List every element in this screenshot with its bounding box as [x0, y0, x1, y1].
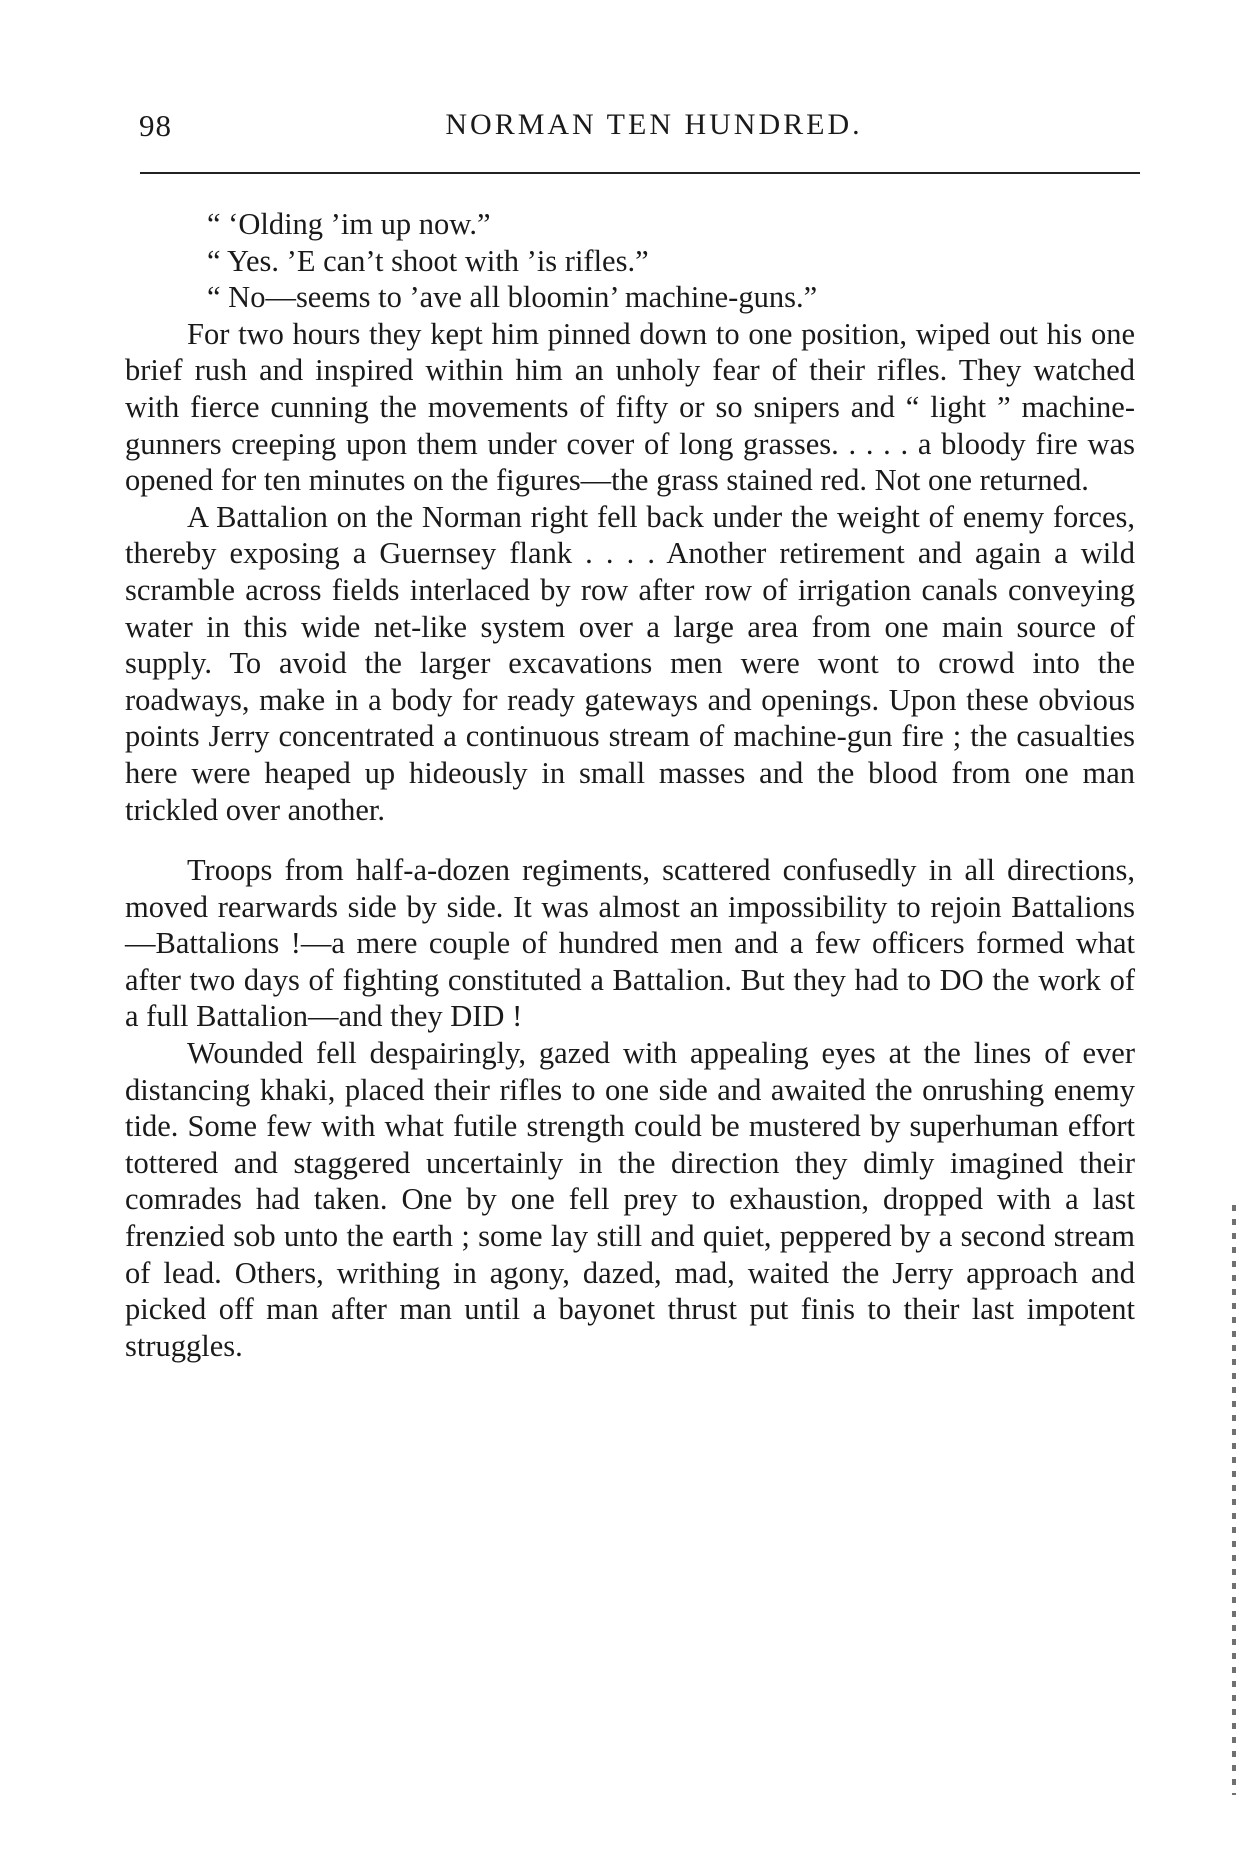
header-rule [140, 172, 1140, 174]
paragraph: A Battalion on the Norman right fell back under the weight of enemy forces, thereby exposing a Guernsey flank . . . . Another retirement and again a wild scramble across fields interlaced by row after row of irrigation canals conveying water in this wide net-like system over a large area from one main source of supply. To avoid the larger excavations men were wont to crowd into the roadways, make in a body for ready gateways and openings. Upon these obvious points Jerry concentrated a continuous stream of machine-gun fire ; the casualties here were heaped up hideously in small masses and the blood from one man trickled over another. [125, 499, 1135, 827]
dialogue-line: “ ‘Olding ’im up now.” [207, 207, 491, 241]
running-head [125, 108, 1143, 154]
dialogue-line: “ Yes. ’E can’t shoot with ’is rifles.” [207, 243, 649, 278]
page-number: 98 [139, 108, 172, 143]
paragraph: Wounded fell despairingly, gazed with appealing eyes at the lines of ever distancing khaki, placed their rifles to one side and awaited the onrushing enemy tide. Some few with what futile strength could be mustered by superhuman effort tottered and staggered uncertainly in the direction they dimly imagined their comrades had taken. One by one fell prey to exhaustion, dropped with a last frenzied sob unto the earth ; some lay still and quiet, peppered by a second stream of lead. Others, writhing in agony, dazed, mad, waited the Jerry approach and picked off man after man until a bayonet thrust put finis to their last impotent struggles. [125, 1036, 1135, 1363]
dialogue-line: “ No—seems to ’ave all bloomin’ machine-guns.” [207, 280, 818, 315]
paragraph: Troops from half-a-dozen regiments, scattered confusedly in all directions, moved rearwards side by side. It was almost an impossibility to rejoin Battalions—Battalions !—a mere couple of hundred men and a few officers formed what after two days of fighting constituted a Battalion. But they had to DO the work of a full Battalion—and they DID ! [125, 853, 1135, 1034]
binding-edge-mark [1232, 1205, 1236, 1795]
body-text [125, 206, 1135, 1364]
running-title: NORMAN TEN HUNDRED. [445, 108, 863, 141]
paragraph: For two hours they kept him pinned down to one position, wiped out his one brief rush and inspired within him an unholy fear of their rifles. They watched with fierce cunning the movements of fifty or so snipers and “ light ” machine-gunners creeping upon them under cover of long grasses. . . . . a bloody fire was opened for ten minutes on the figures—the grass stained red. Not one returned. [125, 316, 1135, 498]
